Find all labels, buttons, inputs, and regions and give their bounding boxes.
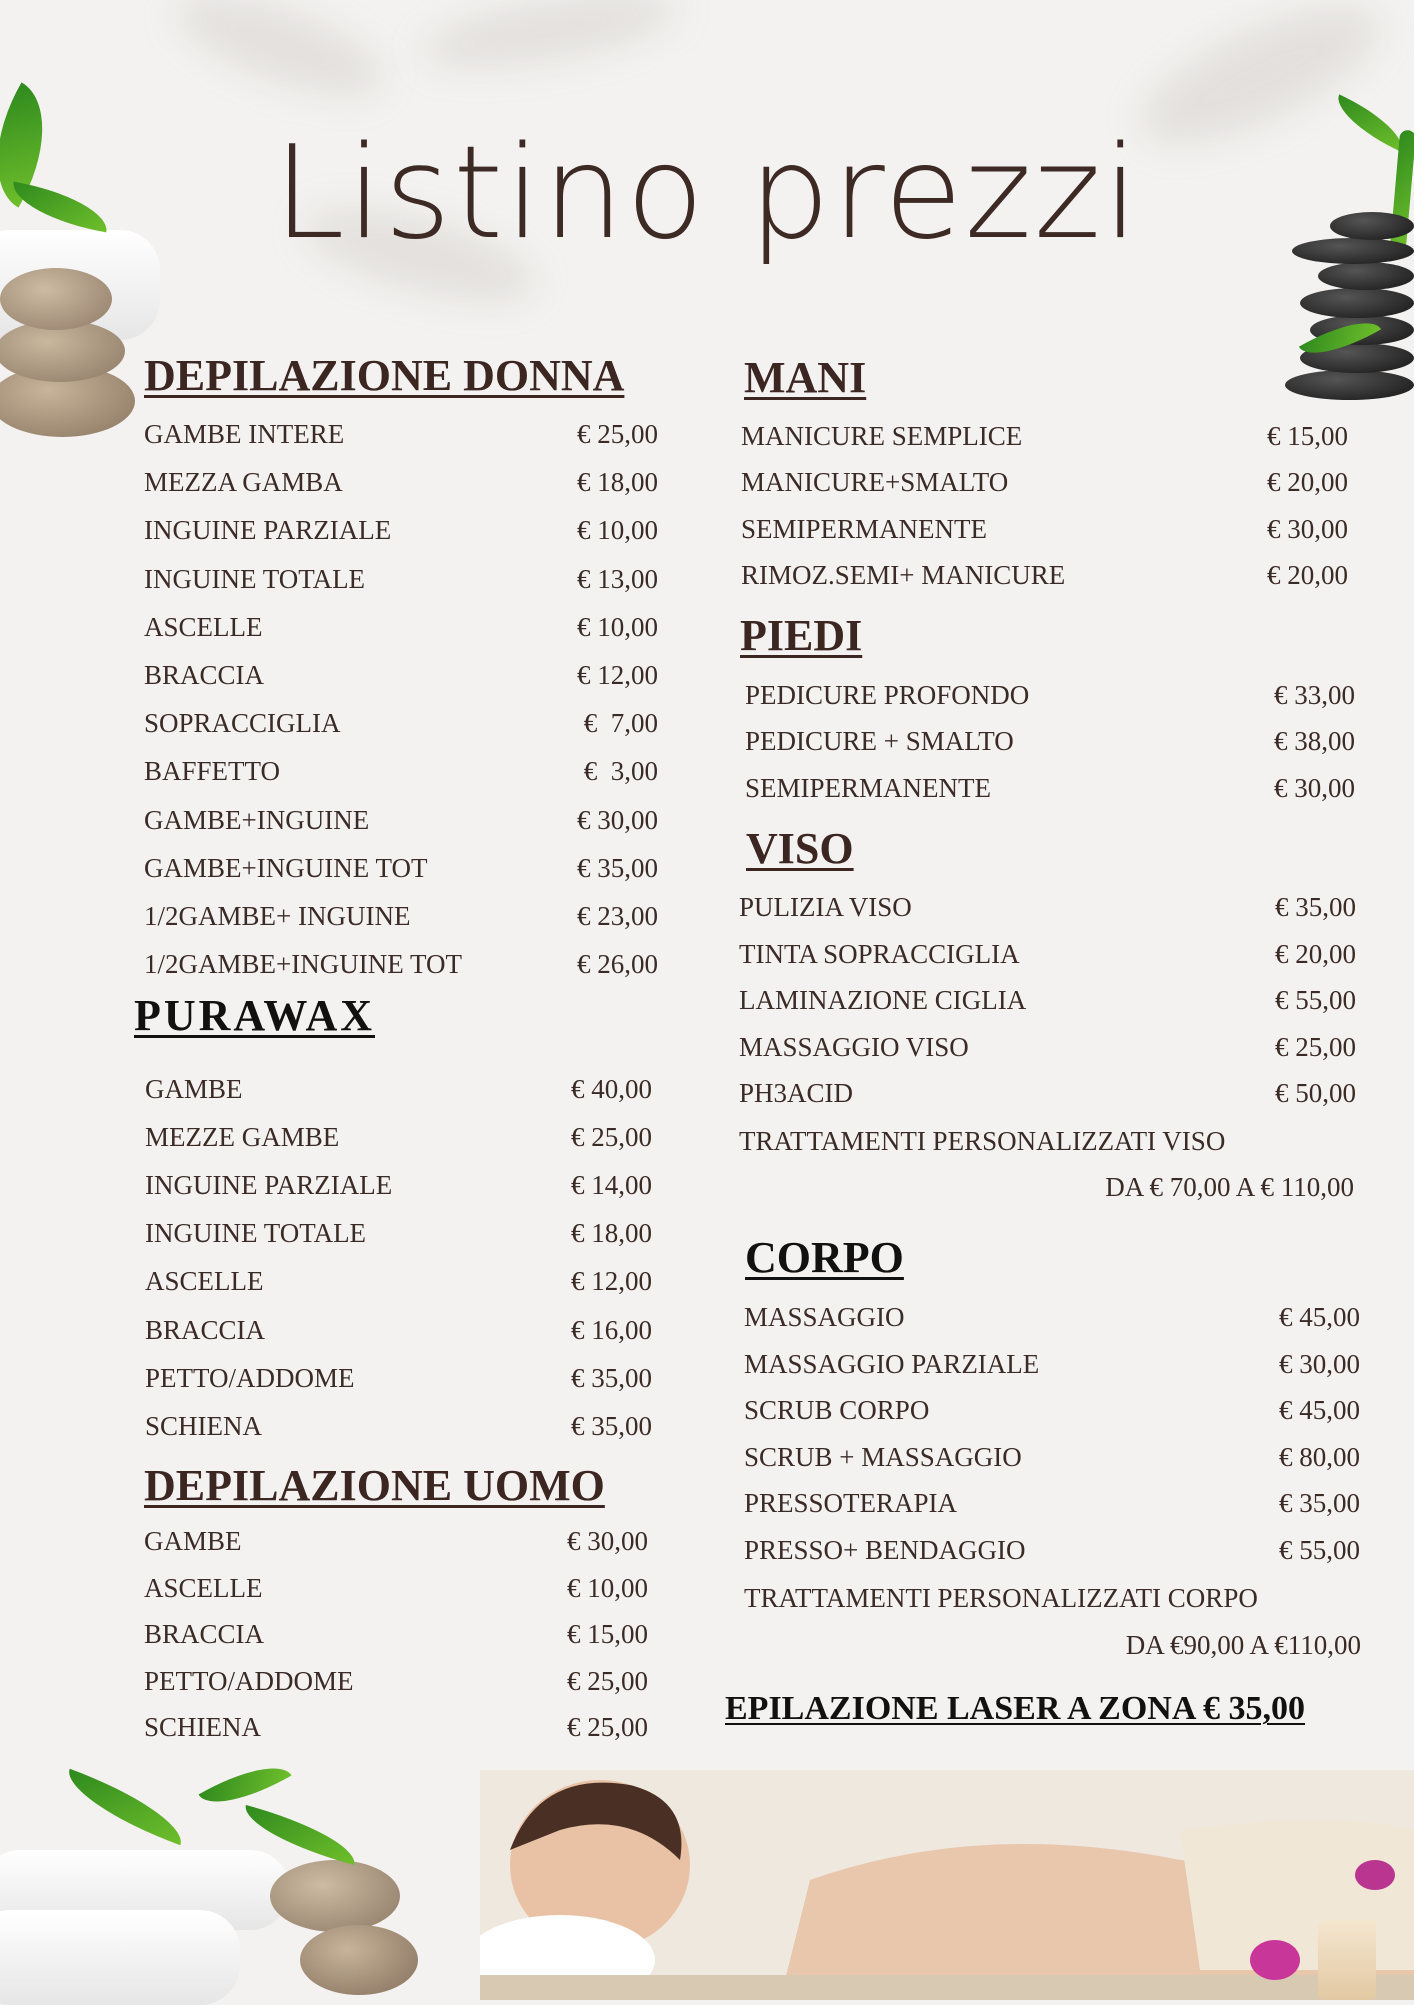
section-purawax — [134, 990, 375, 1041]
service-name: SCRUB CORPO — [744, 1395, 930, 1425]
background-shadow — [417, 0, 683, 82]
spa-stones-icon — [300, 1925, 418, 1995]
section-depilazione-uomo — [144, 1460, 605, 1511]
service-name: SEMIPERMANENTE — [741, 513, 988, 544]
service-name: BRACCIA — [144, 1619, 265, 1649]
service-price: € 13,00 — [577, 563, 658, 594]
service-price: € 7,00 — [583, 708, 658, 739]
service-price: € 38,00 — [1274, 726, 1355, 757]
flower-icon — [1355, 1860, 1395, 1890]
service-name: RIMOZ.SEMI+ MANICURE — [741, 559, 1066, 590]
service-price: € 10,00 — [577, 611, 658, 642]
service-price: € 80,00 — [1279, 1441, 1360, 1472]
service-name: SCHIENA — [144, 1712, 262, 1742]
service-price: € 25,00 — [1275, 1031, 1356, 1062]
service-name: MASSAGGIO PARZIALE — [744, 1348, 1040, 1379]
service-price: € 30,00 — [577, 804, 658, 835]
bamboo-leaf-icon — [58, 1769, 192, 1845]
service-name: TINTA SOPRACCIGLIA — [739, 938, 1020, 969]
laser-offer: EPILAZIONE LASER A ZONA € 35,00 — [725, 1690, 1306, 1727]
service-price: € 30,00 — [1274, 772, 1355, 803]
service-price: € 35,00 — [1279, 1488, 1360, 1518]
section-title: DEPILAZIONE UOMO — [144, 1461, 605, 1510]
service-name: MANICURE SEMPLICE — [741, 421, 1023, 451]
service-name: ASCELLE — [144, 611, 263, 642]
section-depilazione-donna — [144, 350, 624, 401]
section-viso — [746, 823, 854, 874]
spa-stones-icon — [1300, 288, 1414, 318]
service-price: € 33,00 — [1274, 680, 1355, 710]
service-name: ASCELLE — [144, 1572, 263, 1603]
service-price: € 25,00 — [577, 419, 658, 449]
service-price: € 45,00 — [1279, 1395, 1360, 1425]
page-title: Listino prezzi — [273, 119, 1141, 268]
service-price: € 12,00 — [577, 660, 658, 690]
service-price: € 25,00 — [567, 1665, 648, 1696]
spa-stones-icon — [270, 1860, 400, 1932]
service-name: INGUINE PARZIALE — [145, 1170, 393, 1201]
service-name: PULIZIA VISO — [739, 892, 912, 922]
service-name: PRESSOTERAPIA — [744, 1488, 958, 1518]
service-price: € 30,00 — [1279, 1348, 1360, 1379]
section-title: DEPILAZIONE DONNA — [144, 351, 625, 400]
service-name: ASCELLE — [145, 1266, 264, 1297]
service-price: € 23,00 — [577, 901, 658, 931]
service-name: SOPRACCIGLIA — [144, 708, 341, 739]
service-price: € 3,00 — [583, 756, 658, 787]
service-name: MEZZE GAMBE — [145, 1122, 340, 1153]
service-name: BAFFETTO — [144, 756, 281, 787]
section-title: PIEDI — [740, 611, 863, 660]
service-name: GAMBE INTERE — [144, 419, 345, 449]
service-price: € 40,00 — [571, 1074, 652, 1104]
service-name: MANICURE+SMALTO — [741, 467, 1009, 498]
service-price: € 18,00 — [577, 467, 658, 498]
service-price: € 25,00 — [571, 1122, 652, 1153]
service-price: € 20,00 — [1275, 938, 1356, 969]
service-name: GAMBE+INGUINE TOT — [144, 852, 428, 883]
service-name: PEDICURE PROFONDO — [745, 680, 1030, 710]
service-price: € 30,00 — [1267, 513, 1348, 544]
spa-stones-icon — [1318, 262, 1414, 290]
section-corpo — [745, 1232, 904, 1283]
service-price: € 35,00 — [1275, 892, 1356, 922]
service-name: PH3ACID — [739, 1078, 854, 1108]
custom-treatment-price: DA € 70,00 A € 110,00 — [1105, 1172, 1354, 1202]
custom-treatment-label: TRATTAMENTI PERSONALIZZATI VISO — [739, 1126, 1226, 1156]
custom-treatment-price: DA €90,00 A €110,00 — [1125, 1630, 1361, 1660]
service-name: LAMINAZIONE CIGLIA — [739, 985, 1027, 1015]
service-price: € 50,00 — [1275, 1078, 1356, 1108]
candle-icon — [1318, 1920, 1376, 2000]
service-price: € 30,00 — [567, 1526, 648, 1556]
service-name: PETTO/ADDOME — [145, 1362, 355, 1393]
section-mani — [744, 352, 866, 403]
service-price: € 35,00 — [571, 1410, 652, 1441]
service-name: BRACCIA — [145, 1314, 266, 1345]
service-price: € 15,00 — [567, 1619, 648, 1649]
section-piedi — [740, 610, 862, 661]
service-price: € 45,00 — [1279, 1302, 1360, 1332]
service-price: € 10,00 — [567, 1572, 648, 1603]
flower-icon — [1250, 1940, 1300, 1980]
service-name: SEMIPERMANENTE — [745, 772, 992, 803]
section-title: PURAWAX — [134, 991, 375, 1040]
service-name: 1/2GAMBE+ INGUINE — [144, 901, 411, 931]
service-name: MEZZA GAMBA — [144, 467, 343, 498]
service-name: PEDICURE + SMALTO — [745, 726, 1014, 757]
service-name: SCRUB + MASSAGGIO — [744, 1441, 1022, 1472]
service-price: € 55,00 — [1279, 1534, 1360, 1565]
service-name: INGUINE TOTALE — [144, 563, 366, 594]
service-name: MASSAGGIO — [744, 1302, 905, 1332]
service-name: INGUINE PARZIALE — [144, 515, 392, 546]
service-price: € 15,00 — [1267, 421, 1348, 451]
section-title: VISO — [746, 824, 854, 873]
service-name: SCHIENA — [145, 1410, 263, 1441]
service-price: € 25,00 — [567, 1712, 648, 1742]
custom-treatment-label: TRATTAMENTI PERSONALIZZATI CORPO — [744, 1583, 1258, 1613]
service-price: € 55,00 — [1275, 985, 1356, 1015]
service-name: PRESSO+ BENDAGGIO — [744, 1534, 1026, 1565]
service-price: € 26,00 — [577, 949, 658, 980]
service-price: € 12,00 — [571, 1266, 652, 1297]
background-shadow — [165, 0, 396, 116]
service-price: € 20,00 — [1267, 559, 1348, 590]
section-title: MANI — [744, 353, 867, 402]
spa-stones-icon — [0, 268, 112, 330]
section-title: CORPO — [745, 1233, 904, 1282]
service-name: PETTO/ADDOME — [144, 1665, 354, 1696]
service-name: GAMBE — [145, 1074, 243, 1104]
service-name: 1/2GAMBE+INGUINE TOT — [144, 949, 462, 980]
service-name: MASSAGGIO VISO — [739, 1031, 969, 1062]
service-name: BRACCIA — [144, 660, 265, 690]
service-name: INGUINE TOTALE — [145, 1218, 367, 1249]
service-price: € 16,00 — [571, 1314, 652, 1345]
service-price: € 18,00 — [571, 1218, 652, 1249]
service-price: € 10,00 — [577, 515, 658, 546]
service-price: € 20,00 — [1267, 467, 1348, 498]
spa-stones-icon — [1285, 370, 1414, 400]
service-name: GAMBE — [144, 1526, 242, 1556]
service-price: € 35,00 — [577, 852, 658, 883]
service-price: € 14,00 — [571, 1170, 652, 1201]
service-price: € 35,00 — [571, 1362, 652, 1393]
towel-icon — [0, 1910, 240, 2005]
service-name: GAMBE+INGUINE — [144, 804, 370, 835]
